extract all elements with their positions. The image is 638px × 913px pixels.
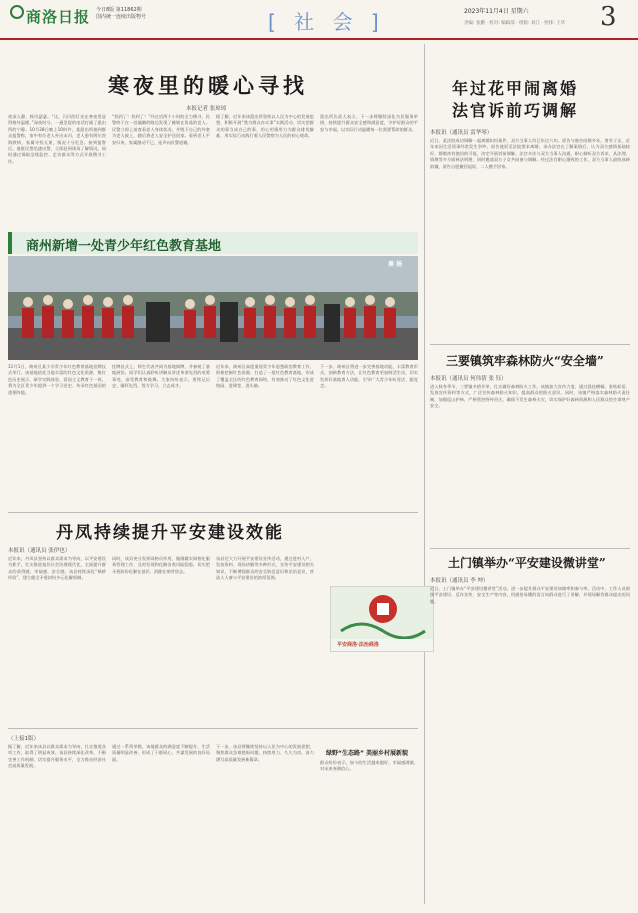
editor-credits: 责编: 张鹏 · 校对: 编辑部 · 组版: 刘江 · 照排: 王华 <box>464 21 566 26</box>
masthead <box>0 0 638 40</box>
article7-label: （上接1版） <box>8 736 39 742</box>
article2-col2: 挂牌仪式上，师生代表共同为基地揭牌，并参观了基地展馆。同学们认真聆听讲解员讲述革命先烈的英勇事迹，深受教育和鼓舞。大家纷纷表示，要铭记历史、缅怀先烈，努力学习，立志成才。 <box>112 364 210 389</box>
article4-body: 近日，某法院成功调解一起离婚纠纷案件，双方当事人均已年过六旬。原告与被告结婚多年，育有子女，近年来因生活琐事经常发生争吵，原告遂诉至法院要求离婚。承办法官在了解案情后，认为双方感情基础较好，婚姻尚有挽回的可能，决定开展诉前调解。法官多次与双方当事人沟通，耐心倾听双方诉求，从法理、情理等多方面释法明理，同时邀请双方子女共同参与调解。经过法官耐心细致的工作，双方当事人最终冰释前嫌，原告自愿撤回起诉，二人携手回家。 <box>430 138 630 169</box>
safety-illustration-icon <box>331 587 434 639</box>
publish-date: 2023年11月4日 星期六 <box>464 8 529 15</box>
article3-col1: 近年来，丹凤县坚持以群众需求为导向，以平安建设为抓手，扎实推进基层社会治理现代化，全面提升群众的获得感、幸福感、安全感。该县持续深化“枫桥经验”，建立健全矛盾纠纷多元化解机制。 <box>8 556 106 581</box>
article3-headline: 丹凤持续提升平安建设效能 <box>56 523 284 543</box>
newspaper-logo: 商洛日报 <box>26 8 91 26</box>
newspaper-logo-icon <box>10 5 24 19</box>
article1-col4: 派出所负责人表示，下一步将继续深化为民服务举措，持续提升群众安全感和满意度，守护好群众的平安与幸福，以实际行动温暖每一位需要帮助的群众。 <box>320 114 418 132</box>
article2-col3: 近年来，商州区高度重视青少年思想政治教育工作，积极挖掘红色资源，打造了一批红色教育基地，形成了覆盖全区的红色教育网络，有效推动了红色文化进校园、进课堂、进头脑。 <box>216 364 314 389</box>
article6-byline: 本报讯（通讯员 李 坤） <box>430 578 489 584</box>
article2-col1: 11月1日，商州区某小学青少年红色教育基地挂牌仪式举行。该基地依托当地丰富的红色文化资源，集红色历史展示、研学实践体验、爱国主义教育于一体，将为全区青少年提供一个学习党史、传承红色基因的重要阵地。 <box>8 364 106 395</box>
article7-col4: 群众纷纷表示，如今的生活越来越好，幸福感满满，对未来充满信心。 <box>320 760 418 772</box>
issue-line2: 国内统一连续出版物号 <box>96 14 147 20</box>
article2-col4: 下一步，商州区将进一步完善基地功能，丰富教育形式，创新教育方法，让红色教育更加鲜活生动，切实发挥好基地育人功能，引导广大青少年听党话、跟党走。 <box>320 364 418 389</box>
article4-headline-line2: 法官诉前巧调解 <box>452 101 579 120</box>
article7-col1: 据了解，近年来该县以群众需求为导向，扎实推进各项工作，取得了明显成效。该县持续深化改革，不断完善工作机制，切实提升服务水平，全力推动经济社会高质量发展。 <box>8 744 106 769</box>
article2-banner <box>8 232 418 254</box>
article1-col1: 夜深人静，秋风瑟瑟。“这，闪闪的灯光在寒夜里显得格外温暖。”深夜时分，一通急促的电话打破了派出所的宁静。10月28日晚上10时许，某派出所接到群众报警称，家中有位老人外出未归，老人患有阿尔茨海默病，家属寻找无果，情况十分危急。接到报警后，值班民警迅速出警，立即赶到现场了解情况，同时通过调取沿线监控、走访群众等方式开展搜寻工作。 <box>8 114 106 164</box>
column-divider <box>424 44 425 904</box>
article5-body: 进入秋冬季节，三要镇多措并举，扎实做好森林防火工作。该镇加大宣传力度，通过悬挂横幅、张贴标语、发放宣传资料等方式，广泛宣传森林防火知识，提高群众的防火意识。同时，该镇严格落实森林防火责任制，加强巡山护林，严格管控野外用火，确保不发生森林火灾，切实保护好森林资源和人民群众的生命财产安全。 <box>430 384 630 409</box>
section-title: [ 社 会 ] <box>268 10 385 34</box>
article7-subhead: 绿野“生态路” 美丽乡村展新貌 <box>326 750 408 757</box>
page-number: 3 <box>600 2 617 32</box>
section-divider <box>8 512 418 513</box>
article7-col2: 通过一系列举措，该地群众的满意度不断提升，生活质量明显改善，形成了干群同心、共谋发展的良好局面。 <box>112 744 210 762</box>
ad-slogan: 平安商洛·法治商洛 <box>337 642 379 648</box>
article4-headline-line1: 年过花甲闹离婚 <box>452 79 579 98</box>
article6-body: 近日，土门镇举办“平安建设微讲堂”活动，进一步提升群众平安建设知晓率和参与率。活动中，工作人员围绕平安建设、反诈宣传、安全生产等内容，用通俗易懂的语言向群众进行了讲解，并现场解答群众提出的问题。 <box>430 586 630 604</box>
photo-credit: 秦 扬 <box>388 261 403 268</box>
issue-info <box>96 7 146 21</box>
article1-byline: 本报记者 张琼琼 <box>186 106 227 112</box>
article1-col2: “找到了！找到了！”经过近两个小时的全力搜寻，民警终于在一处偏僻的路边发现了蜷缩在角落的老人。民警立即上前查看老人身体状况，并脱下自己的外套为老人披上，随后将老人安全护送回家。看到老人平安归来，家属激动不已，连声向民警道谢。 <box>112 114 210 145</box>
issue-line1: 今日8版 第11862期 <box>96 7 142 13</box>
safety-ad-graphic <box>330 586 434 652</box>
article3-byline: 本报讯（通讯员 张伊也） <box>8 548 71 554</box>
article5-byline: 本报讯（通讯员 何伟倩 张 钰） <box>430 376 507 382</box>
article5-headline: 三要镇筑牢森林防火“安全墙” <box>446 354 604 368</box>
students-ceremony-photo <box>8 256 418 360</box>
article4-byline: 本报讯（通讯员 雷华琴） <box>430 130 493 136</box>
article6-headline: 土门镇举办“平安建设微讲堂” <box>448 556 606 570</box>
section-divider-2 <box>8 728 418 729</box>
article3-col2: 同时，该县充分发挥网格员作用，做细做实网格化服务管理工作，及时发现和化解各类风险隐患，切实把矛盾纠纷化解在基层、消除在萌芽状态。 <box>112 556 210 574</box>
article1-col3: 据了解，近年来该派出所坚持以人民为中心的发展思想，积极开展“我为群众办实事”实践活动，切实把群众的事当成自己的事，用心用情用力为群众排忧解难，用实际行动践行着人民警察为人民的初心使命。 <box>216 114 314 139</box>
article1-headline: 寒夜里的暖心寻找 <box>108 73 308 98</box>
article2-photo <box>8 256 418 360</box>
right-divider-2 <box>430 548 630 549</box>
article7-col3: 下一步，该县将继续坚持以人民为中心的发展思想，聚焦群众急难愁盼问题，持续用力、久久为功，奋力谱写高质量发展新篇章。 <box>216 744 314 762</box>
right-divider-1 <box>430 344 630 345</box>
article3-col3: 该县还大力开展平安建设宣传活动，通过进村入户、发放资料、现场讲解等多种形式，宣传平安建设相关知识，不断增强群众的安全防范意识和法治意识，营造人人参与平安建设的浓厚氛围。 <box>216 556 314 581</box>
article2-headline: 商州新增一处青少年红色教育基地 <box>26 239 222 254</box>
